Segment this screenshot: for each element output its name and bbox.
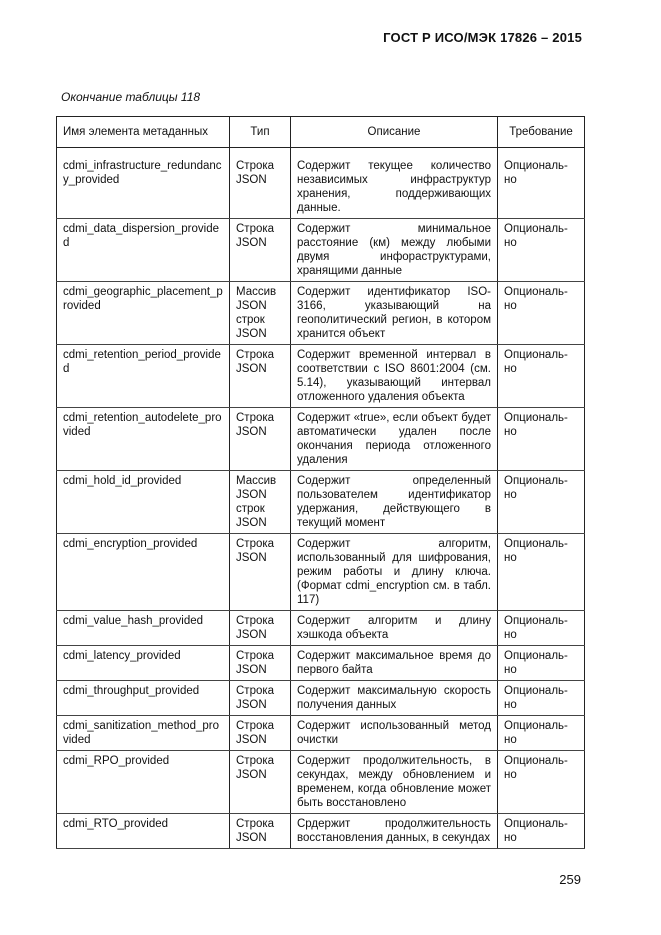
cell-element-name: cdmi_data_dispersion_provided [57,219,230,282]
cell-type: Строка JSON [230,156,291,219]
cell-description: Содержит использованный метод очистки [291,716,498,751]
cell-requirement: Опциональ- но [498,408,585,471]
table-body [57,148,585,849]
cell-type: Строка JSON [230,681,291,716]
header-separator-row [57,148,585,157]
cell-description: Содержит определенный пользователем идентификатор удержания, действующего в текущий момент [291,471,498,534]
cell-element-name: cdmi_retention_period_provided [57,345,230,408]
cell-type: Строка JSON [230,814,291,849]
cell-description: Срдержит продолжительность восстановления данных, в секундах [291,814,498,849]
cell-description: Содержит продолжительность, в секундах, между обновлением и временем, когда обновление может быть восстановлено [291,751,498,814]
cell-type: Массив JSON строк JSON [230,471,291,534]
column-header-requirement: Требование [498,117,585,148]
table-row [57,408,585,471]
cell-element-name: cdmi_throughput_provided [57,681,230,716]
table-row [57,681,585,716]
cell-requirement: Опциональ- но [498,681,585,716]
cell-element-name: cdmi_RPO_provided [57,751,230,814]
cell-requirement: Опциональ- но [498,611,585,646]
cell-type: Массив JSON строк JSON [230,282,291,345]
cell-description: Содержит алгоритм и длину хэшкода объекта [291,611,498,646]
cell-requirement: Опциональ- но [498,156,585,219]
cell-requirement: Опциональ- но [498,282,585,345]
metadata-table [56,116,585,849]
cell-requirement: Опциональ- но [498,471,585,534]
cell-description: Содержит «true», если объект будет автоматически удален после окончания периода отложенного удаления [291,408,498,471]
cell-description: Содержит временной интервал в соответствии с ISO 8601:2004 (см. 5.14), указывающий интервал отложенного удаления объекта [291,345,498,408]
cell-description: Содержит алгоритм, использованный для шифрования, режим работы и длину ключа. (Формат cdmi_encryption см. в табл. 117) [291,534,498,611]
cell-type: Строка JSON [230,219,291,282]
cell-element-name: cdmi_hold_id_provided [57,471,230,534]
separator-cell [498,148,585,157]
cell-type: Строка JSON [230,534,291,611]
table-caption: Окончание таблицы 118 [61,90,201,104]
table-row [57,471,585,534]
cell-element-name: cdmi_value_hash_provided [57,611,230,646]
separator-cell [57,148,230,157]
separator-cell [291,148,498,157]
cell-type: Строка JSON [230,611,291,646]
table-row [57,751,585,814]
cell-element-name: cdmi_geographic_placement_provided [57,282,230,345]
cell-element-name: cdmi_latency_provided [57,646,230,681]
cell-description: Содержит идентификатор ISO-3166, указывающий на геополитический регион, в котором хранится объект [291,282,498,345]
cell-description: Содержит максимальную скорость получения данных [291,681,498,716]
table-row [57,219,585,282]
cell-element-name: cdmi_encryption_provided [57,534,230,611]
cell-type: Строка JSON [230,646,291,681]
table-header-row [57,117,585,148]
column-header-type: Тип [230,117,291,148]
cell-element-name: cdmi_RTO_provided [57,814,230,849]
cell-requirement: Опциональ- но [498,814,585,849]
table-row [57,814,585,849]
table-row [57,156,585,219]
cell-requirement: Опциональ- но [498,646,585,681]
cell-requirement: Опциональ- но [498,534,585,611]
document-header: ГОСТ Р ИСО/МЭК 17826 – 2015 [383,30,582,45]
cell-description: Содержит текущее количество независимых инфраструктур хранения, поддерживающих данные. [291,156,498,219]
cell-element-name: cdmi_retention_autodelete_provided [57,408,230,471]
table-row [57,345,585,408]
table-row [57,716,585,751]
cell-element-name: cdmi_sanitization_method_provided [57,716,230,751]
cell-element-name: cdmi_infrastructure_redundancy_provided [57,156,230,219]
cell-type: Строка JSON [230,345,291,408]
column-header-description: Описание [291,117,498,148]
cell-type: Строка JSON [230,408,291,471]
table-row [57,282,585,345]
cell-type: Строка JSON [230,751,291,814]
cell-requirement: Опциональ- но [498,219,585,282]
cell-description: Содержит минимальное расстояние (км) между любыми двумя инфораструктурами, хранящими данные [291,219,498,282]
table-row [57,534,585,611]
cell-requirement: Опциональ- но [498,751,585,814]
cell-requirement: Опциональ- но [498,345,585,408]
column-header-name: Имя элемента метаданных [57,117,230,148]
table-row [57,646,585,681]
table-row [57,611,585,646]
cell-type: Строка JSON [230,716,291,751]
page-number: 259 [559,872,581,887]
cell-requirement: Опциональ- но [498,716,585,751]
separator-cell [230,148,291,157]
cell-description: Содержит максимальное время до первого байта [291,646,498,681]
